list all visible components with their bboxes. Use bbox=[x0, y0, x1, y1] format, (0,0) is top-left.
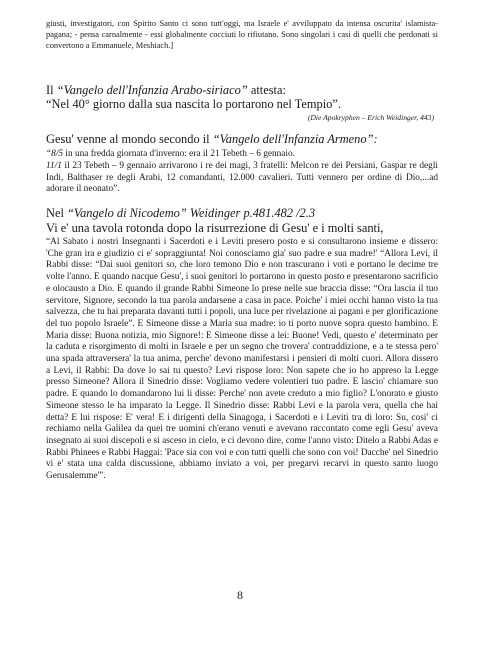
section2-source: “Vangelo dell'Infanzia Armeno”: bbox=[212, 132, 378, 146]
section1-source: “Vangelo dell'Infanzia Arabo-siriaco” bbox=[56, 83, 248, 97]
section3-source: “Vangelo di Nicodemo” Weidinger p.481.482 /2.3 bbox=[67, 206, 316, 220]
section2-line1-text: in una fredda giornata d'inverno: era il 21 Tebeth – 6 gennaio. bbox=[63, 149, 295, 159]
section2-line2-date: 11/1 bbox=[46, 161, 62, 171]
intro-paragraph: giusti, investigatori, con Spirito Santo ci sono tutt'oggi, ma Israele e' avviluppato da intensa oscurita' islamista-pagana; - pensa carnalmente - essi globalmente cocciuti lo rifiutano. Sono singolari i casi di quelli che perdonati si convertono a Emmanuele, Meshiach.] bbox=[46, 19, 438, 50]
section2-line1 bbox=[46, 149, 438, 161]
section2-prefix: Gesu' venne al mondo secondo il bbox=[46, 132, 213, 146]
section1-prefix: Il bbox=[46, 83, 57, 97]
section2-heading bbox=[46, 133, 438, 147]
section2-line2 bbox=[46, 161, 438, 196]
section2-line1-date: “8/5 bbox=[46, 149, 64, 159]
section3-lead: Vi e' una tavola rotonda dopo la risurrezione di Gesu' e i molti santi, bbox=[46, 221, 384, 235]
section1-heading bbox=[46, 84, 438, 98]
section3-body: “Al Sabato i nostri Insegnanti i Sacerdoti e i Leviti presero posto e si consultarono insieme e dissero: 'Che gran ira e giudizio ci e' sopraggiunta! Noi conosciamo gia' suo padre e sua madre!' “Allora Levi, il Rabbi disse: “Dai suoi genitori so, che loro temono Dio e non trascurano i voti e portano le decime tre volte l'anno. E quando nacque Gesu', i suoi genitori lo portarono in questo posto e presentarono sacrificio e olocausto a Dio. E quando il grande Rabbi Simeone lo prese nelle sue braccia disse: “Ora lascia il tuo servitore, Signore, secondo la tua parola andarsene a casa in pace. Poiche' i miei occhi hanno visto la tua salvezza, che tu hai preparata davanti tutti i popoli, una luce per rivelazione ai pagani e per glorificazione del tuo popolo Israele”. E Simeone disse a Maria sua madre: io ti porto nuove sopra questo bambino. E Maria disse: Buona notizia, mio Signore!: E Simeone disse a lei: Buone! Vedi, questo e' determinato per la caduta e risorgimento di molti in Israele e per un segno che trovera' contraddizione, e a te stessa pero' una spada attraversera' la tua anima, perche' devono manifestarsi i pensieri di molti cuori. Allora dissero a Levi, il Rabbi: Da dove lo sai tu questo? Levi rispose loro: Non sapete che io ho appreso la Legge presso Simeone? Allora il Sinedrio disse: Vogliamo vedere volentieri tuo padre. E lascio' chiamare suo padre. E quando lo domandarono lui li disse: Perche' non avete creduto a mio figlio? L'onorato e giusto Simeone stesso le ha imparato la Legge. Il Sinedrio disse: Rabbi Levi e la parola vera, quella che hai detta? E lui rispose: E' vera! E i dirigenti della Sinagoga, i Sacerdoti e i Leviti tra di loro: Su, cosi' ci rechiamo nella Galilea da quei tre uomini ch'erano venuti e avevano raccontato come egli Gesu' aveva insegnato ai suoi discepoli e si asceso in cielo, e ci devono dire, come l'anno visto: Ditelo a Rabbi Adas e Rabbi Phinees e Rabbi Haggai: 'Pace sia con voi e con tutti quelli che sono con voi! Dacche' nel Sinedrio vi e' stata una calda discussione, abbiamo inviato a voi, per pregarvi recarvi in questo santo luogo Gerusalemme'”. bbox=[46, 237, 438, 482]
section1-suffix: attesta: bbox=[247, 83, 286, 97]
section1-quote: “Nel 40° giorno dalla sua nascita lo portarono nel Tempio”. bbox=[46, 97, 341, 111]
section1-citation: (Die Apokryphen – Erich Weidinger, 443) bbox=[307, 113, 434, 122]
page-number: 8 bbox=[237, 588, 243, 602]
section2-line2-text: il 23 Tebeth – 9 gennaio arrivarono i re dei magi, 3 fratelli: Melcon re dei Persiani, Gaspar re degli Indi, Balthaser re degli Arabi, 12 comandanti, 12.000 cavalieri. Tutti vennero per ordine di Dio,...ad adorare il neonato”. bbox=[46, 161, 438, 195]
section3-prefix: Nel bbox=[46, 206, 67, 220]
section3-heading bbox=[46, 207, 438, 221]
